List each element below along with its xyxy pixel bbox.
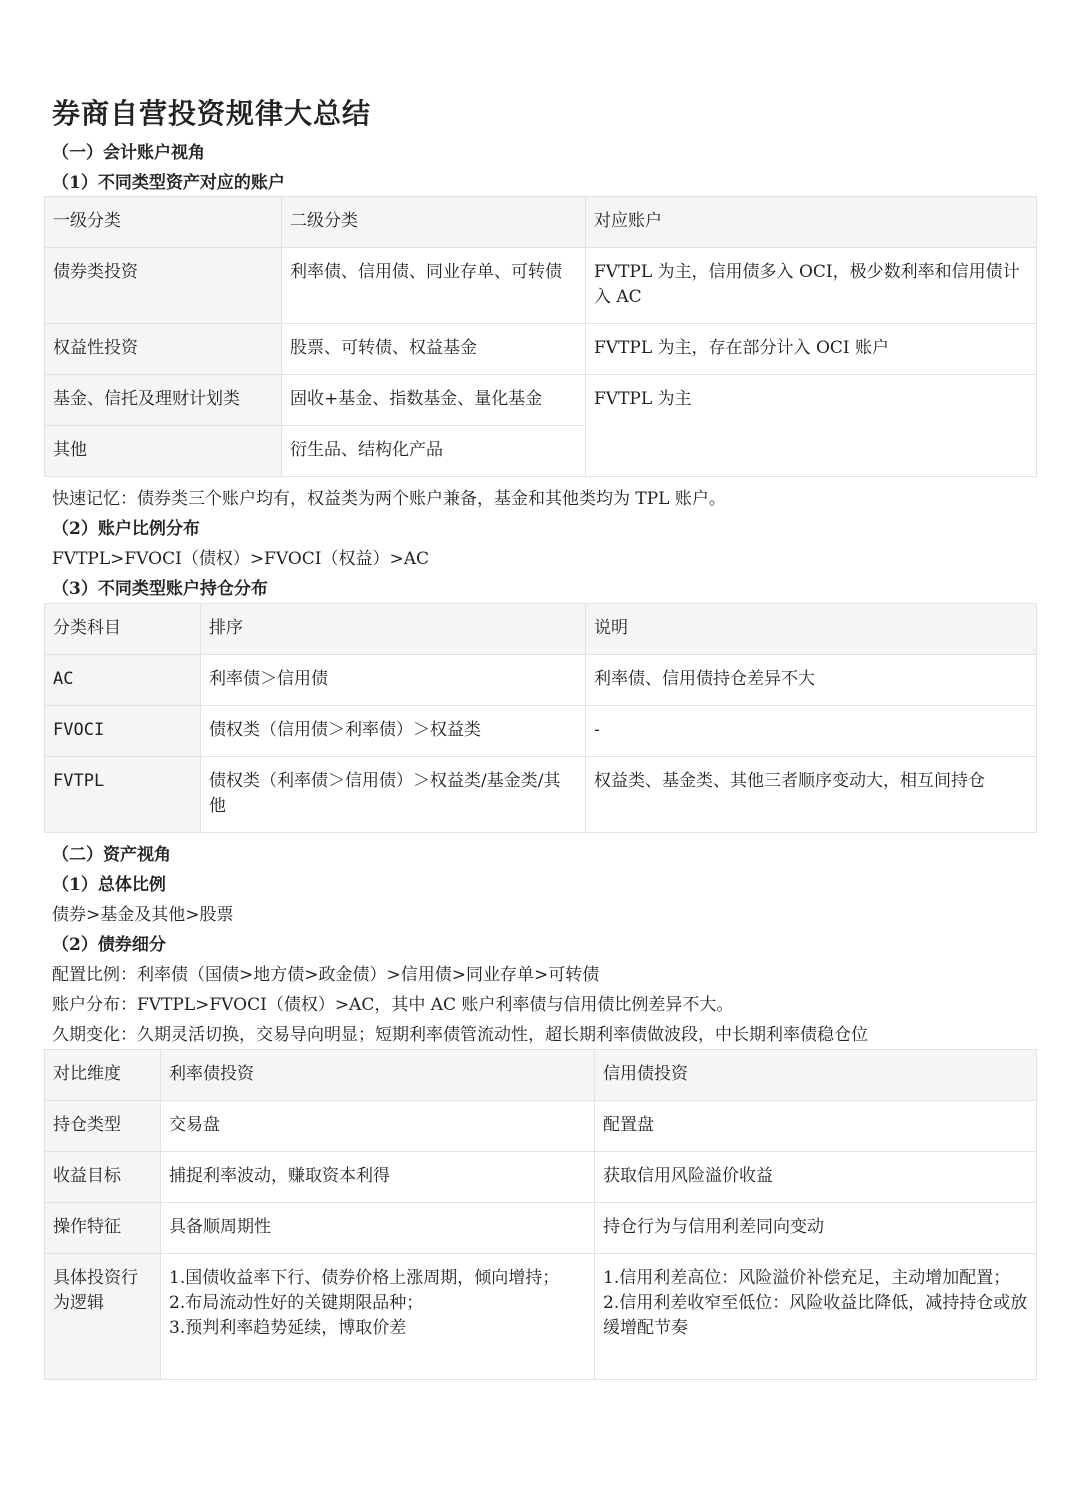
section1-heading: （一）会计账户视角 [52,143,205,163]
account-distribution-line: 账户分布：FVTPL>FVOCI（债权）>AC，其中 AC 账户利率债与信用债比例差异不大。 [52,995,734,1015]
table-row [45,1203,1037,1254]
section2-sub1-heading: （1）总体比例 [52,875,166,895]
table-cell: 利率债、信用债持仓差异不大 [586,655,1037,706]
table-cell: 操作特征 [45,1203,161,1254]
table-header-cell: 对比维度 [45,1050,161,1101]
table-cell: AC [45,655,201,706]
table-row [45,706,1037,757]
table-cell: 持仓行为与信用利差同向变动 [595,1203,1037,1254]
table-row [45,1254,1037,1380]
section1-sub3-heading: （3）不同类型账户持仓分布 [52,579,268,599]
section2-sub2-heading: （2）债券细分 [52,935,166,955]
document-title: 券商自营投资规律大总结 [52,97,372,130]
table-row [45,1101,1037,1152]
table-header-cell: 二级分类 [282,197,586,248]
table-cell: 固收+基金、指数基金、量化基金 [282,375,586,426]
table-row [45,248,1037,324]
table-cell: 利率债＞信用债 [201,655,586,706]
table-cell: 基金、信托及理财计划类 [45,375,282,426]
overall-ratio-text: 债券>基金及其他>股票 [52,905,234,925]
table-cell: 权益性投资 [45,324,282,375]
table-row [45,375,1037,426]
table-cell: 配置盘 [595,1101,1037,1152]
table-cell: 交易盘 [161,1101,595,1152]
table-cell: 其他 [45,426,282,477]
table-header-cell: 利率债投资 [161,1050,595,1101]
table-cell: FVTPL 为主，信用债多入 OCI，极少数利率和信用债计入 AC [586,248,1037,324]
account-ratio-text: FVTPL>FVOCI（债权）>FVOCI（权益）>AC [52,549,430,569]
table-row [45,655,1037,706]
table-header-cell: 对应账户 [586,197,1037,248]
table-header-cell: 排序 [201,604,586,655]
table-cell: 捕捉利率波动，赚取资本利得 [161,1152,595,1203]
table-row [45,757,1037,833]
table-cell-merged: FVTPL 为主 [586,375,1037,477]
table-cell: 具备顺周期性 [161,1203,595,1254]
table-cell-list [161,1254,595,1380]
table-cell: 债权类（信用债＞利率债）＞权益类 [201,706,586,757]
table-cell: 利率债、信用债、同业存单、可转债 [282,248,586,324]
table-header-cell: 分类科目 [45,604,201,655]
table-header-cell: 一级分类 [45,197,282,248]
table-row [45,324,1037,375]
table-cell: 获取信用风险溢价收益 [595,1152,1037,1203]
table-cell: FVOCI [45,706,201,757]
table-cell: FVTPL 为主，存在部分计入 OCI 账户 [586,324,1037,375]
list-item: 1.国债收益率下行、债券价格上涨周期，倾向增持； [169,1268,560,1288]
table-header-cell: 说明 [586,604,1037,655]
table-cell: 债券类投资 [45,248,282,324]
table-cell: 债权类（利率债＞信用债）＞权益类/基金类/其他 [201,757,586,833]
holding-distribution-table [44,603,1037,833]
list-item: 2.信用利差收窄至低位：风险收益比降低，减持持仓或放缓增配节奏 [603,1293,1028,1338]
table-cell-list [595,1254,1037,1380]
table-header-cell: 信用债投资 [595,1050,1037,1101]
table-row [45,1152,1037,1203]
list-item: 2.布局流动性好的关键期限品种； [169,1293,424,1313]
table-header-row [45,1050,1037,1101]
account-type-table [44,196,1037,477]
table-header-row [45,197,1037,248]
duration-change-line: 久期变化：久期灵活切换，交易导向明显；短期利率债管流动性，超长期利率债做波段，中长期利率债稳仓位 [52,1025,868,1045]
table-cell: 收益目标 [45,1152,161,1203]
table-cell: 具体投资行为逻辑 [45,1254,161,1380]
section1-sub2-heading: （2）账户比例分布 [52,519,200,539]
list-item: 3.预判利率趋势延续，博取价差 [169,1318,407,1338]
section2-heading: （二）资产视角 [52,845,171,865]
table-header-row [45,604,1037,655]
table-cell: 持仓类型 [45,1101,161,1152]
list-item: 1.信用利差高位：风险溢价补偿充足，主动增加配置； [603,1268,1011,1288]
bond-comparison-table [44,1049,1037,1380]
table-cell: 股票、可转债、权益基金 [282,324,586,375]
table-cell: - [586,706,1037,757]
table-cell: FVTPL [45,757,201,833]
section1-sub1-heading: （1）不同类型资产对应的账户 [52,173,285,193]
allocation-ratio-line: 配置比例：利率债（国债>地方债>政金债）>信用债>同业存单>可转债 [52,965,600,985]
quick-memory-note: 快速记忆：债券类三个账户均有，权益类为两个账户兼备，基金和其他类均为 TPL 账户。 [52,489,726,509]
table-cell: 衍生品、结构化产品 [282,426,586,477]
table-cell: 权益类、基金类、其他三者顺序变动大，相互间持仓 [586,757,1037,833]
